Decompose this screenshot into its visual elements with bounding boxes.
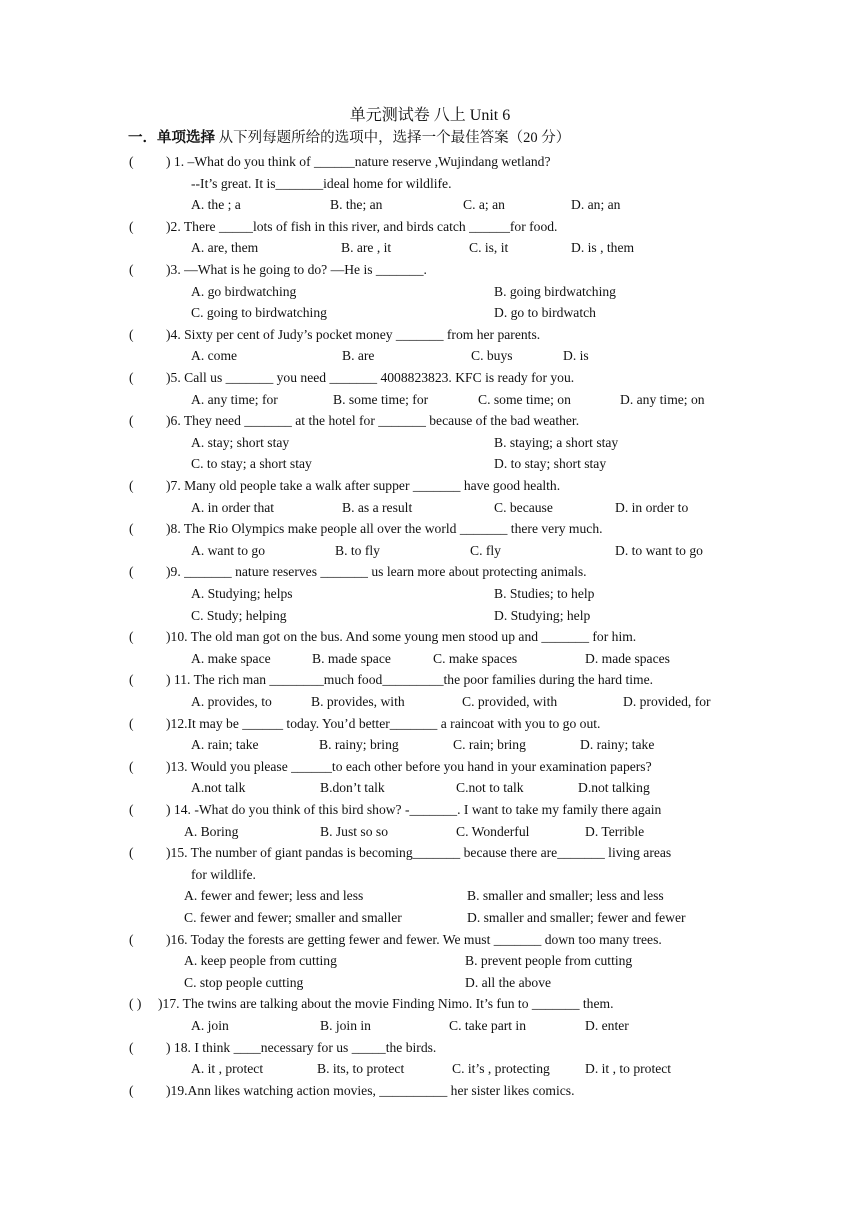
answer-blank: ( [129, 154, 134, 169]
answer-blank: ( [129, 218, 134, 234]
question-stem-continuation: --It’s great. It is_______ideal home for wildlife. [191, 175, 452, 191]
question-stem: )12.It may be ______ today. You’d better_______ a raincoat with you to go out. [166, 715, 601, 731]
answer-option: B.don’t talk [320, 780, 385, 796]
answer-option: D. provided, for [623, 694, 711, 709]
answer-option: C. take part in [449, 1018, 527, 1033]
question-stem: )17. The twins are talking about the movie Finding Nimo. It’s fun to _______ them. [158, 996, 614, 1012]
question-stem-continuation: for wildlife. [191, 866, 256, 882]
question-stem: )10. The old man got on the bus. And some young men stood up and _______ for him. [166, 629, 637, 645]
question-stem: )7. Many old people take a walk after supper _______ have good health. [166, 478, 561, 493]
answer-option: D. go to birdwatch [494, 305, 596, 321]
answer-option: C. because [494, 499, 553, 515]
answer-option: B. are , it [341, 240, 392, 256]
answer-option: D. it , to protect [585, 1061, 672, 1077]
answer-option: D. to stay; short stay [494, 456, 607, 472]
answer-option: A. come [191, 348, 238, 364]
answer-option: C. is, it [469, 240, 509, 256]
answer-option: C. make spaces [433, 650, 518, 666]
answer-option: D.not talking [578, 780, 650, 796]
answer-option: A. stay; short stay [191, 434, 290, 450]
section-header [128, 128, 570, 148]
question-stem: )8. The Rio Olympics make people all over the world _______ there very much. [166, 521, 603, 537]
answer-option: A. in order that [191, 499, 275, 515]
answer-option: C. Study; helping [191, 607, 287, 623]
question-stem: ) 1. –What do you think of ______nature reserve ,Wujindang wetland? [166, 154, 551, 169]
answer-blank: ( [129, 845, 134, 861]
question-stem: )15. The number of giant pandas is becoming_______ because there are_______ living areas [166, 845, 672, 861]
answer-option: B. the; an [330, 197, 383, 213]
answer-option: D. is [563, 348, 589, 364]
answer-option: C. provided, with [462, 694, 558, 709]
answer-option: C. going to birdwatching [191, 305, 327, 321]
answer-option: B. some time; for [333, 391, 429, 407]
answer-blank: ( [129, 758, 134, 774]
answer-blank: ( [129, 326, 134, 342]
answer-option: D. in order to [615, 499, 689, 515]
answer-option: D. an; an [571, 197, 621, 213]
answer-option: C. fewer and fewer; smaller and smaller [184, 910, 402, 925]
answer-option: B. join in [320, 1018, 371, 1033]
answer-option: B. staying; a short stay [494, 434, 619, 450]
answer-option: D. any time; on [620, 391, 705, 407]
answer-option: B. as a result [342, 499, 413, 515]
question-stem: )9. _______ nature reserves _______ us learn more about protecting animals. [166, 564, 587, 580]
answer-option: D. rainy; take [580, 737, 655, 753]
answer-option: A. fewer and fewer; less and less [184, 888, 364, 904]
answer-option: D. Studying; help [494, 607, 591, 623]
answer-option: A. keep people from cutting [184, 953, 337, 969]
question-stem: )13. Would you please ______to each other before you hand in your examination papers? [166, 758, 652, 774]
answer-option: B. its, to protect [317, 1061, 405, 1077]
answer-option: A. go birdwatching [191, 283, 297, 299]
answer-option: A. rain; take [191, 737, 259, 753]
answer-blank: ( [129, 478, 134, 493]
question-stem: ) 14. -What do you think of this bird show? -_______. I want to take my family there again [166, 802, 662, 817]
answer-option: B. prevent people from cutting [465, 953, 633, 969]
answer-option: C. some time; on [478, 391, 571, 407]
answer-option: A. it , protect [191, 1061, 264, 1077]
answer-blank: ( [129, 802, 134, 817]
section-heading: 单项选择 [157, 130, 215, 146]
question-stem: )6. They need _______ at the hotel for _______ because of the bad weather. [166, 413, 580, 429]
answer-option: A. Boring [184, 823, 239, 839]
answer-blank: ( [129, 931, 134, 947]
answer-option: D. made spaces [585, 650, 670, 666]
section-number: 一． [128, 130, 157, 146]
answer-option: D. smaller and smaller; fewer and fewer [467, 910, 686, 925]
question-stem: ) 18. I think ____necessary for us _____the birds. [166, 1039, 437, 1055]
answer-option: A. are, them [191, 240, 259, 256]
answer-blank: ( [129, 629, 134, 645]
answer-option: B. rainy; bring [319, 737, 399, 753]
answer-option: B. going birdwatching [494, 283, 616, 299]
answer-blank: ( [129, 1082, 134, 1098]
question-stem: )4. Sixty per cent of Judy’s pocket money _______ from her parents. [166, 326, 541, 342]
answer-option: C. stop people cutting [184, 974, 304, 990]
answer-option: A. want to go [191, 542, 266, 558]
answer-option: C. fly [470, 542, 501, 558]
answer-blank: ( [129, 1039, 134, 1055]
answer-option: C. it’s , protecting [452, 1061, 550, 1077]
answer-option: A. make space [191, 650, 271, 666]
answer-blank: ( ) [129, 996, 142, 1012]
answer-option: D. to want to go [615, 542, 703, 558]
answer-option: C. Wonderful [456, 823, 530, 839]
answer-option: B. Studies; to help [494, 586, 595, 601]
answer-blank: ( [129, 413, 134, 429]
answer-option: A. join [191, 1018, 229, 1033]
answer-blank: ( [129, 672, 134, 688]
page-title: 单元测试卷 八上 Unit 6 [349, 107, 511, 124]
answer-option: C.not to talk [456, 780, 524, 796]
answer-blank: ( [129, 521, 134, 537]
answer-option: A. the ; a [191, 197, 241, 213]
answer-option: D. Terrible [585, 823, 645, 839]
answer-option: C. a; an [463, 197, 505, 213]
question-stem: )3. —What is he going to do? —He is _______. [166, 262, 427, 277]
answer-option: A. Studying; helps [191, 586, 293, 601]
question-stem: )2. There _____lots of fish in this river, and birds catch ______for food. [166, 218, 558, 234]
answer-blank: ( [129, 564, 134, 580]
answer-option: B. provides, with [311, 694, 405, 709]
answer-option: B. to fly [335, 542, 380, 558]
answer-option: C. rain; bring [453, 737, 526, 753]
answer-option: D. is , them [571, 240, 635, 256]
answer-option: A. any time; for [191, 391, 278, 407]
question-stem: ) 11. The rich man ________much food_________the poor families during the hard time. [166, 672, 654, 688]
question-stem: )5. Call us _______ you need _______ 4008823823. KFC is ready for you. [166, 370, 575, 385]
answer-option: B. smaller and smaller; less and less [467, 888, 664, 904]
answer-blank: ( [129, 715, 134, 731]
answer-option: C. buys [471, 348, 513, 364]
answer-option: B. made space [312, 650, 391, 666]
section-instruction: 从下列每题所给的选项中，选择一个最佳答案（20 分） [215, 130, 571, 146]
question-stem: )19.Ann likes watching action movies, __________ her sister likes comics. [166, 1082, 575, 1098]
answer-option: D. enter [585, 1018, 629, 1033]
answer-option: A.not talk [191, 780, 246, 796]
answer-option: D. all the above [465, 974, 552, 990]
answer-option: B. Just so so [320, 823, 388, 839]
answer-option: B. are [342, 348, 375, 364]
answer-option: C. to stay; a short stay [191, 456, 312, 472]
question-stem: )16. Today the forests are getting fewer and fewer. We must _______ down too many trees. [166, 931, 662, 947]
answer-blank: ( [129, 370, 134, 385]
answer-option: A. provides, to [191, 694, 272, 709]
answer-blank: ( [129, 262, 134, 277]
